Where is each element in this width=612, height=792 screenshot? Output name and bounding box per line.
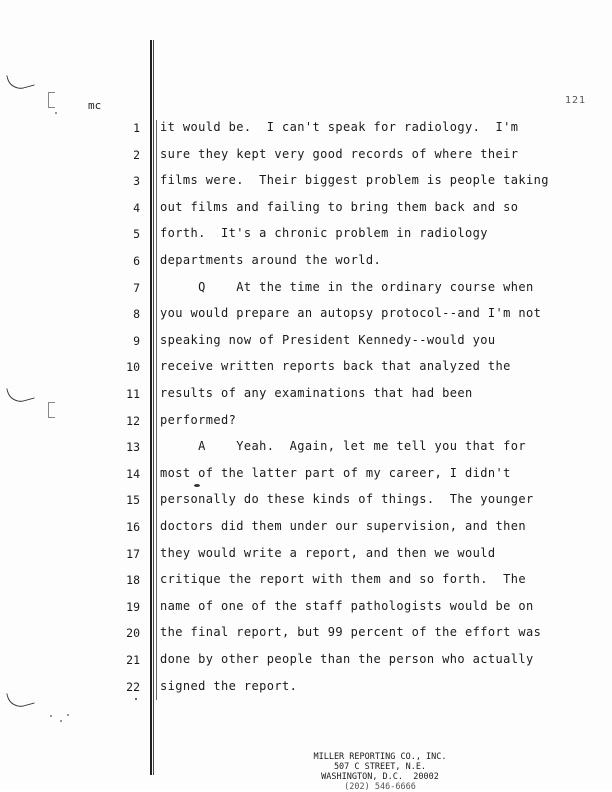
line-number: 1 <box>133 121 140 135</box>
scan-speck <box>55 112 57 114</box>
reporter-initials: mc <box>88 99 102 112</box>
transcript-line: the final report, but 99 percent of the effort was <box>160 625 542 640</box>
transcript-line: most of the latter part of my career, I didn't <box>160 465 511 480</box>
transcript-line: it would be. I can't speak for radiology. I'm <box>160 120 519 134</box>
transcript-line: forth. It's a chronic problem in radiology <box>160 226 488 241</box>
transcript-line: A Yeah. Again, let me tell you that for <box>160 439 526 454</box>
transcript-line: speaking now of President Kennedy--would you <box>160 332 496 347</box>
margin-rule <box>156 120 157 700</box>
line-number: 5 <box>133 227 140 242</box>
line-number: 15 <box>126 493 140 508</box>
line-number: 10 <box>126 360 140 375</box>
line-number: 7 <box>133 280 140 295</box>
transcript-line: they would write a report, and then we would <box>160 545 496 560</box>
transcript-line: doctors did them under our supervision, and then <box>160 519 526 533</box>
line-number: 20 <box>126 626 140 641</box>
transcript-line: films were. Their biggest problem is people taking <box>160 173 549 188</box>
line-number: 3 <box>133 174 140 189</box>
margin-rule <box>150 40 152 775</box>
line-number: 19 <box>126 599 140 614</box>
transcript-line: departments around the world. <box>160 253 382 267</box>
transcript-line: signed the report. <box>160 678 298 693</box>
binder-hole-mark <box>6 69 35 92</box>
footer-company: MILLER REPORTING CO., INC. <box>313 752 447 762</box>
line-number: 12 <box>126 413 140 428</box>
line-number: 22 <box>126 679 140 694</box>
line-number: 2 <box>133 147 140 162</box>
reporter-footer <box>290 752 470 792</box>
line-number: 16 <box>126 520 140 534</box>
line-number: 4 <box>133 200 140 215</box>
margin-rule <box>153 40 154 775</box>
scan-speck <box>50 715 52 717</box>
line-number: 14 <box>126 466 140 481</box>
line-number: 9 <box>133 333 140 348</box>
line-number: 8 <box>133 307 140 322</box>
line-number: 21 <box>126 653 140 667</box>
ink-smudge <box>194 484 200 487</box>
line-number: 11 <box>126 387 140 401</box>
binder-hole-mark <box>6 687 35 710</box>
transcript-line: critique the report with them and so forth. The <box>160 572 526 587</box>
page-number: 121 <box>565 95 587 106</box>
footer-city: WASHINGTON, D.C. 20002 <box>321 772 439 782</box>
scan-artifact-mark <box>48 92 55 108</box>
scan-speck <box>135 698 137 700</box>
line-number: 6 <box>133 254 140 268</box>
footer-phone: (202) 546-6666 <box>344 782 416 792</box>
transcript-line: done by other people than the person who actually <box>160 652 534 666</box>
transcript-line: personally do these kinds of things. The younger <box>160 492 534 507</box>
scan-speck <box>67 714 69 716</box>
binder-hole-mark <box>6 382 35 405</box>
transcript-line: results of any examinations that had been <box>160 386 473 400</box>
transcript-line: name of one of the staff pathologists would be on <box>160 598 534 613</box>
scan-artifact-mark <box>48 402 55 418</box>
transcript-line: you would prepare an autopsy protocol--and I'm not <box>160 306 542 321</box>
line-number: 17 <box>126 546 140 561</box>
line-number: 18 <box>126 573 140 588</box>
transcript-line: performed? <box>160 412 237 427</box>
line-number: 13 <box>126 440 140 455</box>
transcript-line: out films and failing to bring them back and so <box>160 199 519 214</box>
transcript-line: Q At the time in the ordinary course when <box>160 279 534 294</box>
transcript-line: sure they kept very good records of where their <box>160 146 519 161</box>
scan-speck <box>60 720 62 722</box>
footer-street: 507 C STREET, N.E. <box>333 762 427 772</box>
transcript-line: receive written reports back that analyzed the <box>160 359 511 374</box>
